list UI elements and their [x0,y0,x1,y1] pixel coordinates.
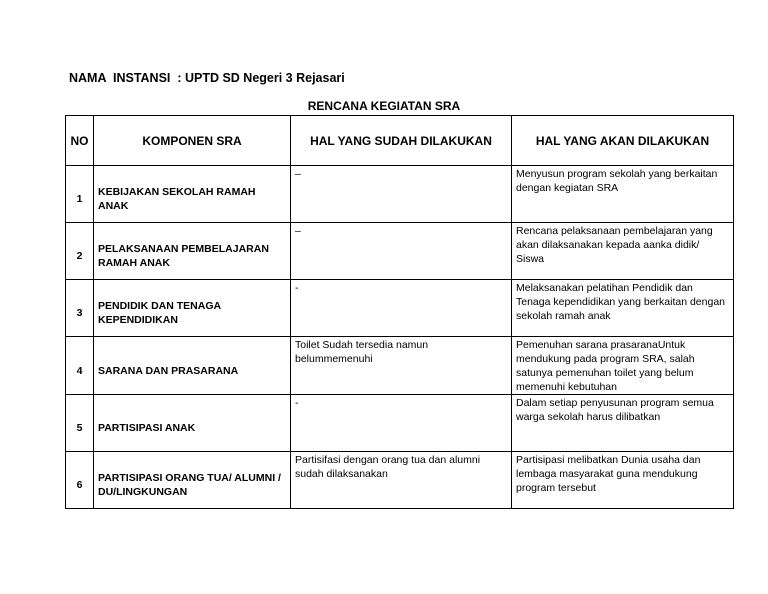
row-number-text: 4 [76,364,83,377]
komponen-cell [94,395,291,452]
row-number [66,337,94,395]
akan-cell: Menyusun program sekolah yang berkaitan dengan kegiatan SRA [512,166,734,223]
akan-cell: Melaksanakan pelatihan Pendidik dan Tenaga kependidikan yang berkaitan dengan sekolah ramah anak [512,280,734,337]
column-header-sudah: HAL YANG SUDAH DILAKUKAN [291,116,512,166]
row-number-text: 2 [76,250,83,262]
document-title: RENCANA KEGIATAN SRA [307,99,461,113]
table-row [66,166,734,223]
column-header-komponen: KOMPONEN SRA [94,116,291,166]
komponen-cell [94,337,291,395]
row-number-text: 1 [76,193,83,205]
akan-cell: Pemenuhan sarana prasaranaUntuk mendukung pada program SRA, salah satunya pemenuhan toilet yang belum memenuhi kebutuhan [512,337,734,395]
column-header-akan: HAL YANG AKAN DILAKUKAN [512,116,734,166]
akan-cell: Dalam setiap penyusunan program semua warga sekolah harus dilibatkan [512,395,734,452]
table-row [66,280,734,337]
komponen-text: PENDIDIK DAN TENAGA KEPENDIDIKAN [98,300,221,326]
sudah-cell: – [291,223,512,280]
row-number-text: 5 [76,422,83,434]
akan-cell: Partisipasi melibatkan Dunia usaha dan lembaga masyarakat guna mendukung program tersebut [512,452,734,509]
komponen-cell [94,166,291,223]
komponen-text: KEBIJAKAN SEKOLAH RAMAH ANAK [98,186,256,212]
table-header-row [66,116,734,166]
row-number [66,223,94,280]
sudah-cell: – [291,166,512,223]
komponen-text: PARTISIPASI ANAK [98,422,196,434]
akan-cell: Rencana pelaksanaan pembelajaran yang akan dilaksanakan kepada aanka didik/ Siswa [512,223,734,280]
komponen-text: SARANA DAN PRASARANA [98,364,239,377]
sra-plan-table [65,115,734,509]
column-header-no: NO [66,116,94,166]
row-number [66,395,94,452]
table-row [66,395,734,452]
table-row [66,337,734,395]
row-number [66,452,94,509]
row-number [66,280,94,337]
sudah-cell: - [291,280,512,337]
table-row [66,223,734,280]
sudah-cell: Toilet Sudah tersedia namun belummemenuhi [291,337,512,395]
sudah-cell: Partisifasi dengan orang tua dan alumni sudah dilaksanakan [291,452,512,509]
komponen-text: PARTISIPASI ORANG TUA/ ALUMNI / DU/LINGKUNGAN [98,472,281,498]
row-number [66,166,94,223]
komponen-cell [94,452,291,509]
table-row [66,452,734,509]
row-number-text: 3 [76,307,83,319]
komponen-cell [94,280,291,337]
komponen-cell [94,223,291,280]
sudah-cell: - [291,395,512,452]
row-number-text: 6 [76,479,83,491]
instansi-label: NAMA INSTANSI : UPTD SD Negeri 3 Rejasari [69,71,345,85]
komponen-text: PELAKSANAAN PEMBELAJARAN RAMAH ANAK [98,243,269,269]
